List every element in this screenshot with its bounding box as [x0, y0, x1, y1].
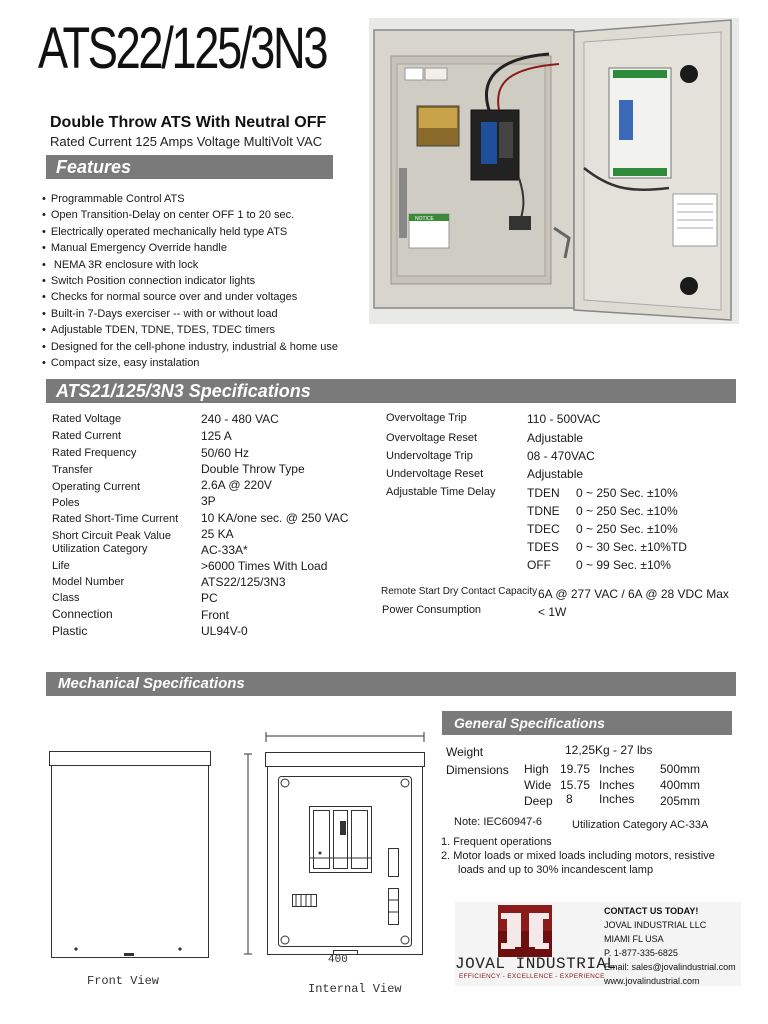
- spec-label: Model Number: [52, 576, 125, 588]
- timer-name: TDES: [527, 540, 560, 554]
- spec-label: Overvoltage Trip: [386, 412, 467, 424]
- spec-value: AC-33A*: [201, 543, 248, 557]
- spec-value: ATS22/125/3N3: [201, 575, 286, 589]
- timer-name: OFF: [527, 558, 551, 572]
- spec-label: Adjustable Time Delay: [386, 486, 496, 498]
- dim-unit: Inches: [599, 792, 635, 806]
- feature-item: • Electrically operated mechanically held type ATS: [42, 224, 352, 240]
- spec-label: Overvoltage Reset: [386, 432, 478, 444]
- spec-label: Undervoltage Reset: [386, 468, 484, 480]
- product-subtitle: Double Throw ATS With Neutral OFF: [50, 114, 327, 131]
- width-dimension: 400: [328, 954, 348, 966]
- dim-name: Deep: [524, 794, 553, 808]
- specifications-heading: ATS21/125/3N3 Specifications: [46, 379, 736, 403]
- internal-view-caption: Internal View: [308, 982, 402, 996]
- rated-line: Rated Current 125 Amps Voltage MultiVolt VAC: [50, 134, 323, 149]
- spec-value: Front: [201, 608, 230, 622]
- dim-name: Wide: [524, 778, 552, 792]
- general-specs-heading: General Specifications: [442, 711, 732, 735]
- power-consumption-label: Power Consumption: [382, 604, 482, 616]
- feature-item: • NEMA 3R enclosure with lock: [42, 257, 352, 273]
- dim-unit: Inches: [599, 762, 635, 776]
- dim-mm: 400mm: [660, 778, 701, 792]
- page-title: ATS22/125/3N3: [38, 16, 327, 81]
- timer-value: 0 ~ 30 Sec. ±10%TD: [576, 540, 687, 554]
- spec-label: Transfer: [52, 464, 93, 476]
- timer-value: 0 ~ 99 Sec. ±10%: [576, 558, 671, 572]
- spec-value: Adjustable: [527, 431, 584, 445]
- weight-value: 12,25Kg - 27 lbs: [565, 743, 653, 757]
- dimensions-table: [524, 762, 744, 812]
- spec-value: 08 - 470VAC: [527, 449, 595, 463]
- dim-inches: 19.75: [560, 762, 591, 776]
- timer-name: TDNE: [527, 504, 560, 518]
- contact-location: MIAMI FL USA: [604, 934, 664, 944]
- feature-item: • Designed for the cell-phone industry, industrial & home use: [42, 339, 352, 355]
- spec-label: Connection: [52, 607, 113, 621]
- dim-inches: 15.75: [560, 778, 591, 792]
- spec-value: 125 A: [201, 429, 232, 443]
- note-item: 1. Frequent operations: [441, 836, 552, 848]
- dim-unit: Inches: [599, 778, 635, 792]
- enclosure-photo: [369, 18, 739, 324]
- mechanical-heading: Mechanical Specifications: [46, 672, 736, 696]
- spec-value: 2.6A @ 220V: [201, 478, 272, 492]
- spec-table-left: [52, 413, 382, 643]
- contact-company: JOVAL INDUSTRIAL LLC: [604, 920, 707, 930]
- feature-item: • Programmable Control ATS: [42, 191, 352, 207]
- spec-value: 110 - 500VAC: [527, 412, 601, 426]
- feature-item: • Open Transition-Delay on center OFF 1 to 20 sec.: [42, 207, 352, 223]
- weight-label: Weight: [446, 745, 484, 759]
- spec-label: Operating Current: [52, 481, 141, 493]
- note-item: 2. Motor loads or mixed loads including motors, resistive: [441, 850, 715, 862]
- remote-start-label: Remote Start Dry Contact Capacity: [381, 586, 538, 597]
- company-name: JOVAL INDUSTRIAL: [455, 955, 617, 973]
- dimensions-label: Dimensions: [446, 763, 509, 777]
- power-consumption-value: < 1W: [538, 605, 567, 619]
- spec-value: Adjustable: [527, 467, 584, 481]
- spec-label: Rated Short-Time Current: [52, 513, 179, 525]
- spec-label: Short Circuit Peak Value: [52, 530, 172, 542]
- dim-mm: 205mm: [660, 794, 701, 808]
- dim-name: High: [524, 762, 549, 776]
- spec-value: 3P: [201, 494, 216, 508]
- spec-label: Utilization Category: [52, 543, 148, 555]
- spec-value: 10 KA/one sec. @ 250 VAC: [201, 511, 349, 525]
- front-view-caption: Front View: [87, 974, 160, 988]
- spec-label: Rated Current: [52, 430, 122, 442]
- dim-mm: 500mm: [660, 762, 701, 776]
- contact-phone: P. 1-877-335-6825: [604, 948, 678, 958]
- spec-value: UL94V-0: [201, 624, 248, 638]
- contact-title: CONTACT US TODAY!: [604, 906, 699, 916]
- feature-item: • Compact size, easy instalation: [42, 355, 352, 371]
- features-list: [42, 191, 352, 371]
- feature-item: • Checks for normal source over and under voltages: [42, 289, 352, 305]
- feature-item: • Adjustable TDEN, TDNE, TDES, TDEC timers: [42, 322, 352, 338]
- spec-value: PC: [201, 591, 218, 605]
- spec-label: Class: [52, 592, 80, 604]
- spec-value: >6000 Times With Load: [201, 559, 328, 573]
- company-logo: [498, 905, 552, 957]
- utilization-note: Utilization Category AC-33A: [572, 819, 709, 831]
- spec-value: Double Throw Type: [201, 462, 305, 476]
- note-item: loads and up to 30% incandescent lamp: [458, 864, 654, 876]
- notice-label: NOTICE: [415, 216, 434, 222]
- timer-value: 0 ~ 250 Sec. ±10%: [576, 504, 678, 518]
- remote-start-value: 6A @ 277 VAC / 6A @ 28 VDC Max: [538, 587, 729, 601]
- spec-value: 240 - 480 VAC: [201, 412, 279, 426]
- company-tagline: EFFICIENCY - EXCELLENCE - EXPERIENCE: [459, 973, 605, 980]
- timer-value: 0 ~ 250 Sec. ±10%: [576, 486, 678, 500]
- feature-item: • Manual Emergency Override handle: [42, 240, 352, 256]
- spec-value: 50/60 Hz: [201, 446, 250, 460]
- spec-label: Rated Frequency: [52, 447, 137, 459]
- standard-note: Note: IEC60947-6: [454, 816, 543, 828]
- spec-label: Poles: [52, 497, 80, 509]
- dim-inches: 8: [566, 792, 573, 806]
- spec-label: Plastic: [52, 624, 88, 638]
- features-heading: Features: [46, 155, 333, 179]
- spec-value: 25 KA: [201, 527, 234, 541]
- timer-value: 0 ~ 250 Sec. ±10%: [576, 522, 678, 536]
- enclosure-illustration: [369, 18, 739, 324]
- timer-name: TDEC: [527, 522, 560, 536]
- timer-name: TDEN: [527, 486, 560, 500]
- spec-label: Life: [52, 560, 70, 572]
- spec-label: Rated Voltage: [52, 413, 122, 425]
- spec-label: Undervoltage Trip: [386, 450, 473, 462]
- feature-item: • Built-in 7-Days exerciser -- with or without load: [42, 306, 352, 322]
- feature-item: • Switch Position connection indicator lights: [42, 273, 352, 289]
- front-view-drawing: [48, 750, 212, 960]
- website-link[interactable]: www.jovalindustrial.com: [604, 976, 700, 986]
- internal-view-drawing: [238, 728, 438, 968]
- contact-email-link[interactable]: Email: sales@jovalindustrial.com: [604, 962, 736, 972]
